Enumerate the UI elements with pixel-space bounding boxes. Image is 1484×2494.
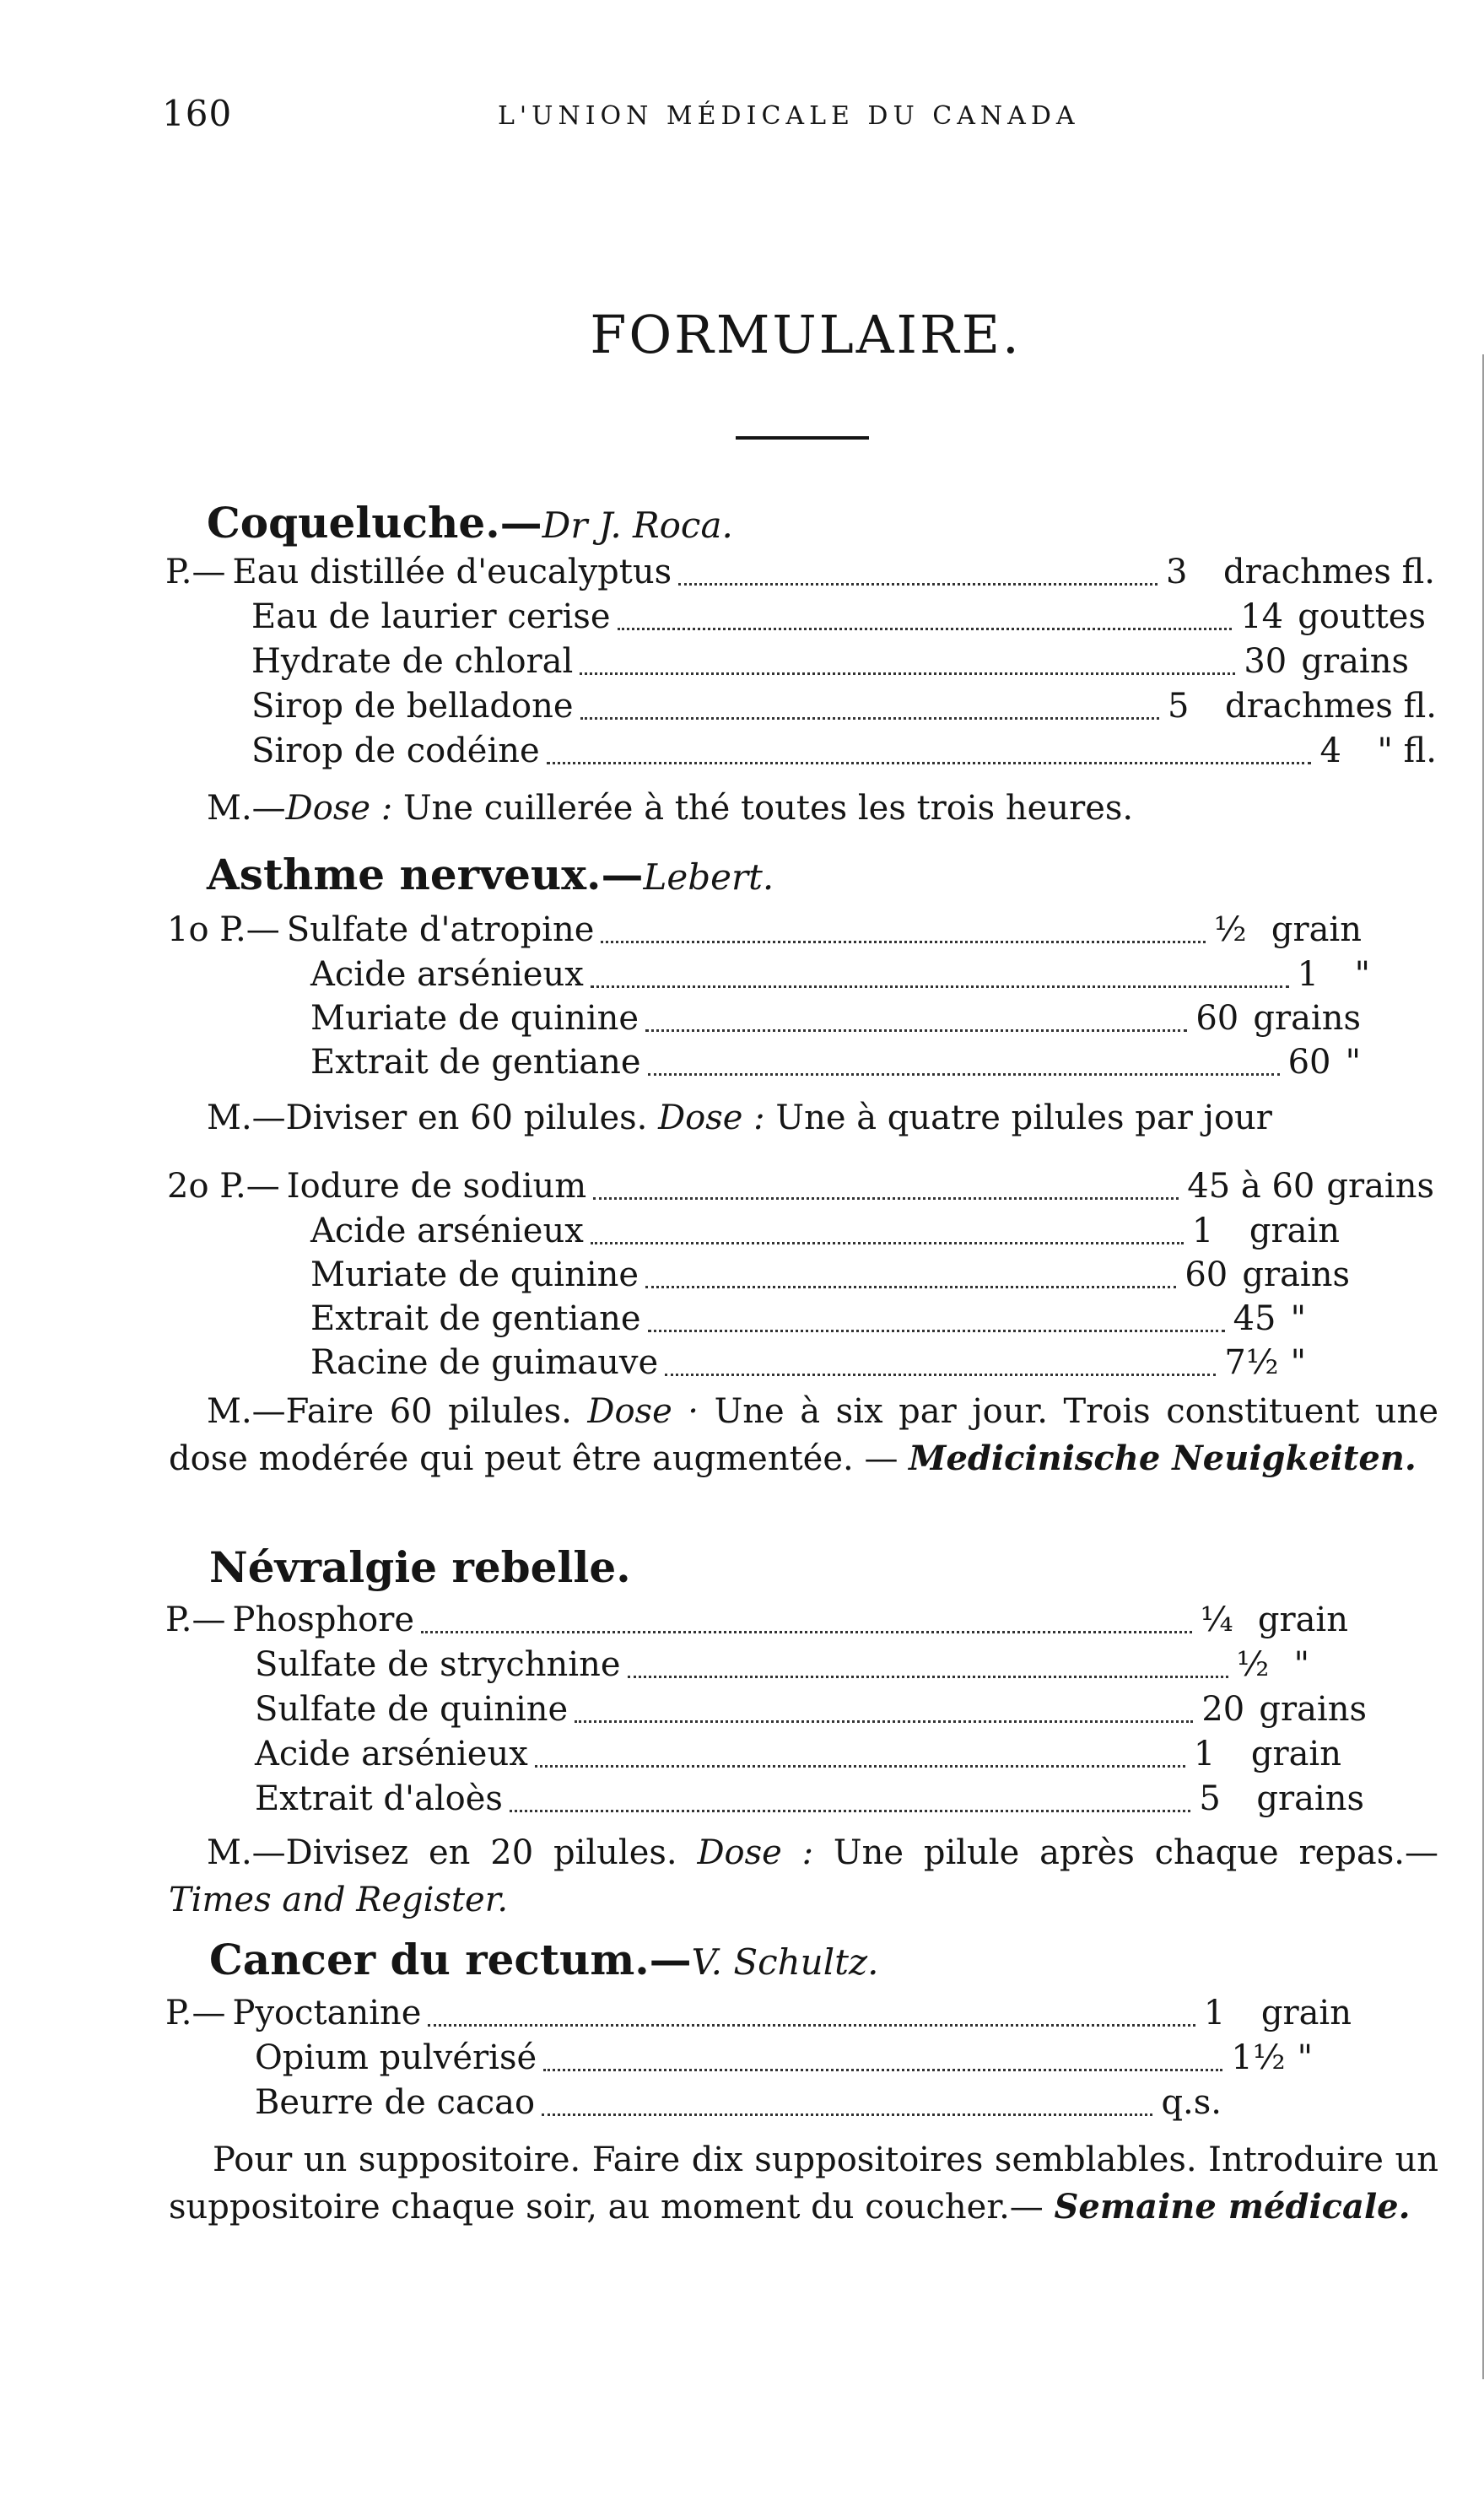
ingredient-name: Opium pulvérisé [255,2038,537,2077]
leader-dots [645,1286,1176,1288]
ingredient-name: Sulfate de strychnine [255,1645,621,1684]
leader-dots [510,1810,1190,1812]
prescription-row [165,1991,1352,2035]
prescription-row [310,1209,1340,1253]
ingredient-quantity: ½ grain [1213,910,1362,949]
ingredient-quantity: 4 " fl. [1319,731,1437,770]
leader-dots [648,1330,1225,1332]
journal-title: L'UNION MÉDICALE DU CANADA [498,101,1080,131]
ingredient-name: Racine de guimauve [310,1343,659,1382]
prescription-row [310,1341,1306,1385]
ingredient-quantity: 20 grains [1201,1690,1367,1729]
prescription-row [255,1777,1364,1821]
leader-dots [580,717,1159,720]
ingredient-quantity: 1½ " [1231,2038,1313,2077]
leader-dots [421,1631,1192,1633]
leader-dots [645,1029,1187,1032]
ingredient-name: Pyoctanine [232,1994,422,2032]
leader-dots [665,1374,1216,1376]
ingredient-quantity: ½ " [1236,1645,1309,1684]
section-author: Lebert. [643,856,774,898]
leader-dots [591,1242,1184,1244]
section-heading-cancer [209,1935,879,1984]
ingredient-quantity: 60 " [1287,1043,1361,1082]
ingredient-name: Eau distillée d'eucalyptus [232,553,672,591]
ingredient-quantity: 1 grain [1203,1994,1352,2032]
ingredient-name: Acide arsénieux [310,955,584,994]
ingredient-quantity: 45 à 60 grains [1187,1167,1434,1206]
ingredient-quantity: 1 grain [1191,1212,1340,1250]
leader-dots [575,1720,1193,1723]
ingredient-quantity: 60 grains [1185,1255,1350,1294]
leader-dots [678,583,1158,586]
ingredient-quantity: 60 grains [1195,999,1361,1038]
page-title: FORMULAIRE. [590,304,1022,365]
dose-instruction: M.—Dose : Une cuillerée à thé toutes les trois heures. [207,789,1134,828]
prescription-row [310,1297,1306,1341]
ingredient-name: Sirop de codéine [251,731,540,770]
ingredient-quantity: ¼ grain [1200,1601,1348,1639]
ingredient-name: Sulfate d'atropine [286,910,595,949]
ingredient-quantity: 5 grains [1199,1779,1364,1818]
source-citation: Semaine médicale. [1054,2187,1411,2227]
page-number: 160 [162,93,233,134]
prescription-label: P.— [165,1601,226,1639]
source-citation: Medicinische Neuigkeiten. [909,1439,1417,1478]
ingredient-quantity: 1 grain [1193,1735,1341,1773]
leader-dots [535,1765,1185,1768]
title-rule [736,436,869,440]
ingredient-quantity: 7½ " [1224,1343,1306,1382]
prescription-row [310,1040,1361,1084]
leader-dots [591,985,1289,988]
prescription-label: P.— [165,1994,226,2032]
ingredient-quantity: 14 gouttes [1240,597,1426,636]
section-author: Dr J. Roca. [542,505,733,546]
ingredient-quantity: q.s. [1161,2083,1222,2122]
dose-instruction: M.—Diviser en 60 pilules. Dose : Une à quatre pilules par jour [207,1099,1272,1137]
leader-dots [628,1676,1228,1678]
ingredient-quantity: 1 " [1297,955,1370,994]
section-heading-coqueluche [207,498,733,548]
source-citation: Times and Register. [169,1881,509,1919]
prescription-row [255,2081,1233,2124]
ingredient-name: Hydrate de chloral [251,642,574,681]
ingredient-quantity: 30 grains [1244,642,1409,681]
ingredient-quantity: 45 " [1233,1299,1306,1338]
section-heading-asthme [207,850,774,899]
ingredient-name: Extrait d'aloès [255,1779,503,1818]
prescription-label: P.— [165,553,226,591]
ingredient-name: Muriate de quinine [310,999,639,1038]
ingredient-name: Extrait de gentiane [310,1299,641,1338]
prescription-label: 1o P.— [167,910,280,949]
prescription-row [167,1164,1434,1208]
leader-dots [543,2069,1222,2071]
leader-dots [547,762,1312,764]
section-title: Asthme nerveux.— [207,850,644,899]
ingredient-name: Sirop de belladone [251,687,574,726]
closing-instruction: Pour un suppositoire. Faire dix suppositoires semblables. Introduire un suppositoire chaque soir, au moment du coucher.— Semaine médicale. [169,2140,1438,2227]
ingredient-name: Eau de laurier cerise [251,597,611,636]
prescription-row [255,1732,1341,1776]
ingredient-name: Sulfate de quinine [255,1690,569,1729]
ingredient-name: Extrait de gentiane [310,1043,641,1082]
leader-dots [601,941,1205,943]
prescription-row [255,2036,1313,2080]
prescription-row [255,1687,1367,1731]
prescription-row [167,908,1362,952]
prescription-row [310,953,1370,996]
prescription-row [310,996,1361,1040]
section-author: V. Schultz. [691,1941,879,1983]
ingredient-quantity: 3 drachmes fl. [1166,553,1435,591]
prescription-row [251,595,1426,639]
prescription-row [251,684,1437,728]
leader-dots [428,2024,1195,2027]
prescription-row [251,640,1409,683]
leader-dots [593,1197,1179,1200]
ingredient-name: Acide arsénieux [310,1212,584,1250]
ingredient-quantity: 5 drachmes fl. [1168,687,1437,726]
leader-dots [618,628,1233,630]
ingredient-name: Beurre de cacao [255,2083,536,2122]
prescription-row [165,1598,1348,1642]
leader-dots [580,672,1235,675]
ingredient-name: Acide arsénieux [255,1735,528,1773]
prescription-row [310,1253,1350,1297]
prescription-row [251,729,1437,773]
prescription-row [255,1643,1309,1687]
section-title: Coqueluche.— [207,498,542,548]
ingredient-name: Muriate de quinine [310,1255,639,1294]
leader-dots [542,2113,1152,2116]
prescription-row [165,550,1435,594]
ingredient-name: Iodure de sodium [286,1167,587,1206]
section-title: Névralgie rebelle. [209,1542,631,1592]
prescription-label: 2o P.— [167,1167,280,1206]
dose-instruction: M.—Divisez en 20 pilules. Dose : Une pilule après chaque repas.—Times and Register. [169,1833,1438,1919]
section-title: Cancer du rectum.— [209,1935,692,1984]
ingredient-name: Phosphore [232,1601,415,1639]
leader-dots [648,1073,1280,1076]
dose-instruction: M.—Faire 60 pilules. Dose · Une à six par jour. Trois constituent une dose modérée qui peut être augmentée. — Medicinische Neuigkeiten. [169,1392,1438,1478]
section-heading-nevralgie [209,1542,631,1592]
